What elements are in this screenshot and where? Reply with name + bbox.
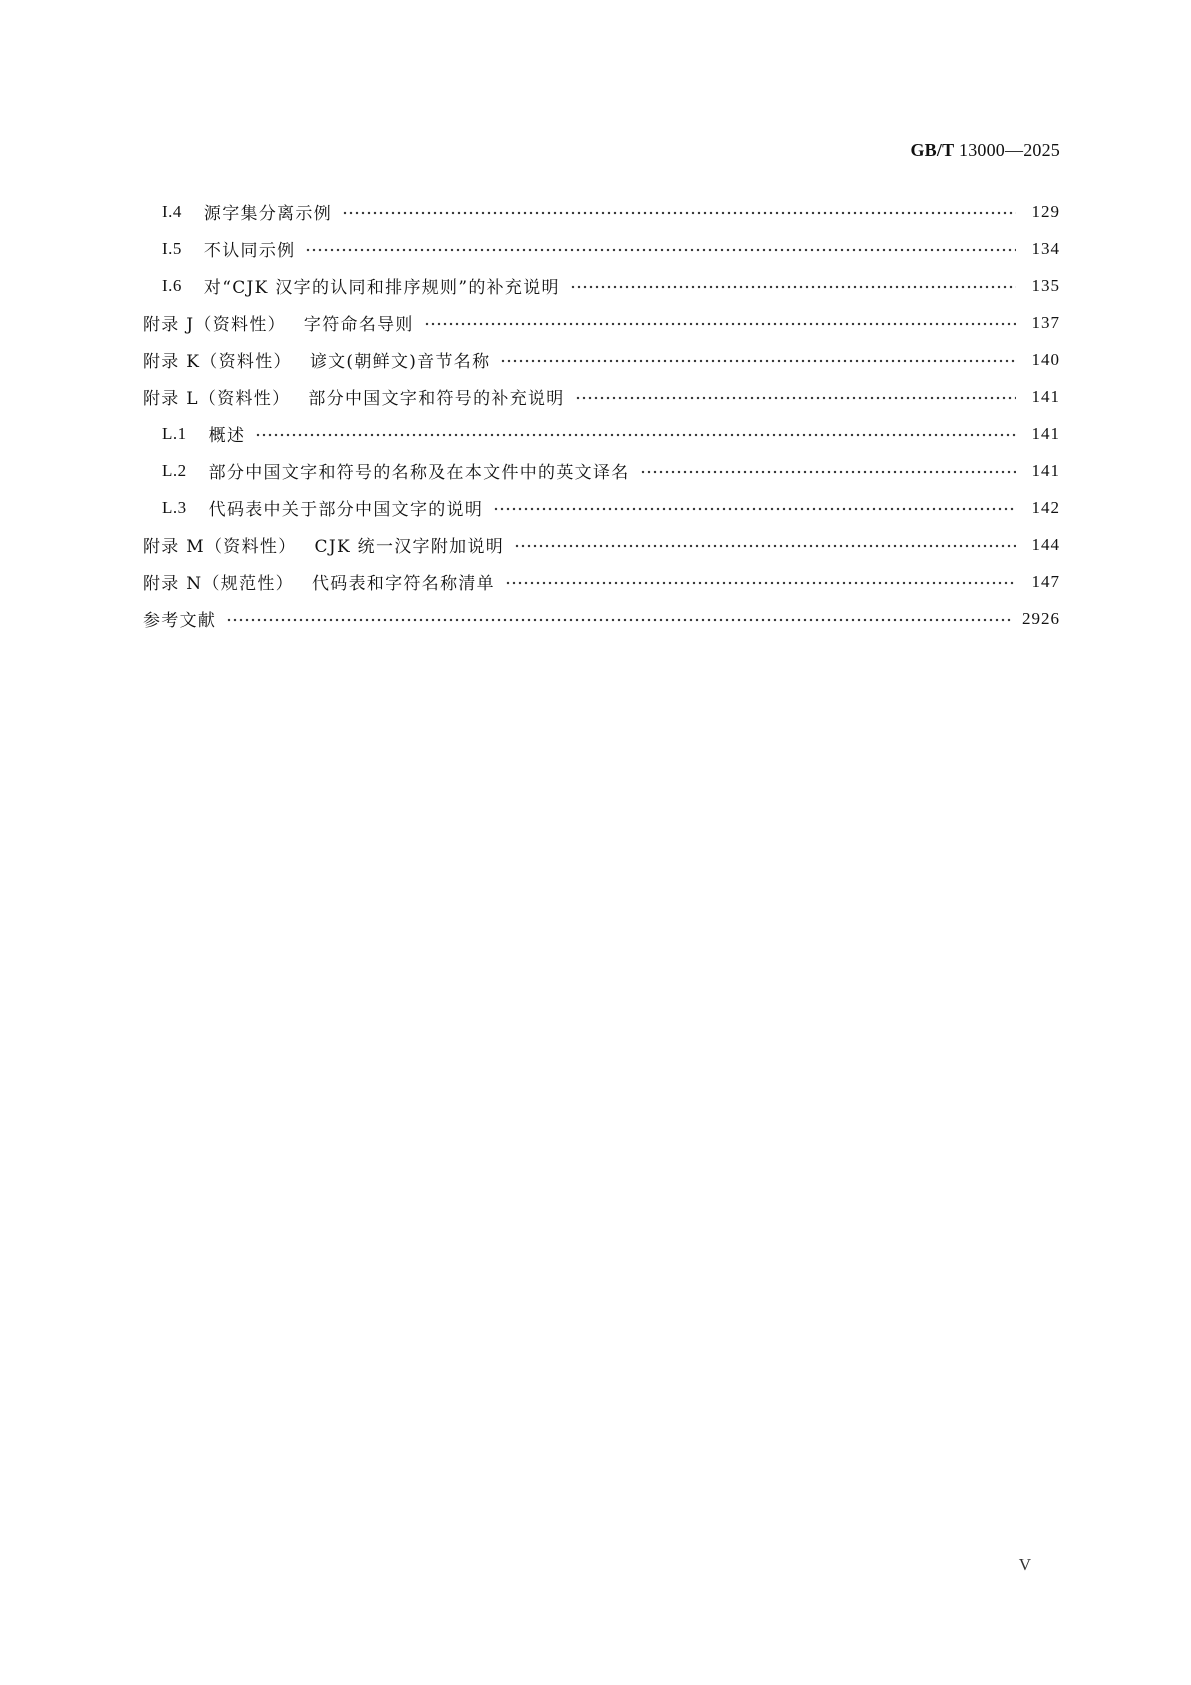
dot-leader — [424, 321, 1016, 327]
toc-entry-number: L.3 — [162, 497, 187, 517]
table-of-contents — [143, 193, 1060, 637]
dot-leader — [305, 247, 1016, 253]
toc-entry-page: 2926 — [1022, 608, 1060, 628]
toc-entry-page: 141 — [1031, 423, 1060, 443]
dot-leader — [514, 543, 1016, 549]
toc-entry[interactable] — [143, 415, 1060, 452]
toc-entry-title: 代码表中关于部分中国文字的说明 — [208, 500, 484, 520]
standard-number: 13000—2025 — [959, 140, 1060, 160]
toc-entry-number: I.4 — [162, 201, 182, 221]
standard-prefix: GB/T — [910, 140, 955, 160]
toc-entry-annex[interactable] — [143, 341, 1060, 378]
toc-entry-title: 代码表和字符名称清单 — [311, 574, 495, 594]
toc-entry-annex-label: 附录 N（规范性） — [143, 574, 294, 594]
dot-leader — [255, 432, 1016, 438]
toc-entry-title: 部分中国文字和符号的名称及在本文件中的英文译名 — [208, 463, 630, 483]
toc-entry-page: 144 — [1031, 534, 1060, 554]
toc-entry-annex[interactable] — [143, 304, 1060, 341]
toc-entry-annex[interactable] — [143, 563, 1060, 600]
toc-entry-page: 140 — [1031, 349, 1060, 369]
dot-leader — [640, 469, 1016, 475]
dot-leader — [226, 617, 1012, 623]
toc-entry[interactable] — [143, 193, 1060, 230]
toc-entry[interactable] — [143, 230, 1060, 267]
dot-leader — [500, 358, 1016, 364]
toc-entry-number: L.2 — [162, 460, 187, 480]
toc-entry-number: L.1 — [162, 423, 187, 443]
toc-entry-page: 147 — [1031, 571, 1060, 591]
dot-leader — [575, 395, 1016, 401]
toc-entry-page: 134 — [1031, 238, 1060, 258]
page-number: V — [1018, 1555, 1031, 1574]
toc-entry-title: 概述 — [208, 426, 246, 446]
toc-entry-title: 参考文献 — [143, 611, 217, 631]
toc-entry-title: 字符命名导则 — [303, 315, 414, 335]
toc-entry-annex-label: 附录 L（资料性） — [143, 389, 291, 409]
dot-leader — [493, 506, 1016, 512]
toc-entry-page: 141 — [1031, 460, 1060, 480]
toc-entry[interactable] — [143, 452, 1060, 489]
document-code — [910, 140, 1060, 161]
toc-entry-page: 129 — [1031, 201, 1060, 221]
dot-leader — [570, 284, 1016, 290]
toc-entry-number: I.5 — [162, 238, 182, 258]
toc-entry-annex[interactable] — [143, 378, 1060, 415]
dot-leader — [342, 210, 1016, 216]
toc-entry-page: 137 — [1031, 312, 1060, 332]
toc-entry-title: CJK 统一汉字附加说明 — [314, 537, 505, 557]
toc-entry-title: 谚文(朝鲜文)音节名称 — [309, 352, 491, 372]
toc-entry-title: 对“CJK 汉字的认同和排序规则”的补充说明 — [203, 278, 560, 298]
toc-entry-annex-label: 附录 M（资料性） — [143, 537, 297, 557]
dot-leader — [505, 580, 1016, 586]
toc-entry-annex-label: 附录 K（资料性） — [143, 352, 292, 372]
toc-entry-title: 源字集分离示例 — [203, 204, 333, 224]
toc-entry-title: 部分中国文字和符号的补充说明 — [308, 389, 565, 409]
toc-entry[interactable] — [143, 267, 1060, 304]
toc-entry-page: 141 — [1031, 386, 1060, 406]
toc-entry[interactable] — [143, 489, 1060, 526]
toc-entry-references[interactable] — [143, 600, 1060, 637]
toc-entry-page: 135 — [1031, 275, 1060, 295]
toc-entry-number: I.6 — [162, 275, 182, 295]
toc-entry-title: 不认同示例 — [203, 241, 296, 261]
toc-entry-annex-label: 附录 J（资料性） — [143, 315, 286, 335]
toc-entry-page: 142 — [1031, 497, 1060, 517]
toc-entry-annex[interactable] — [143, 526, 1060, 563]
